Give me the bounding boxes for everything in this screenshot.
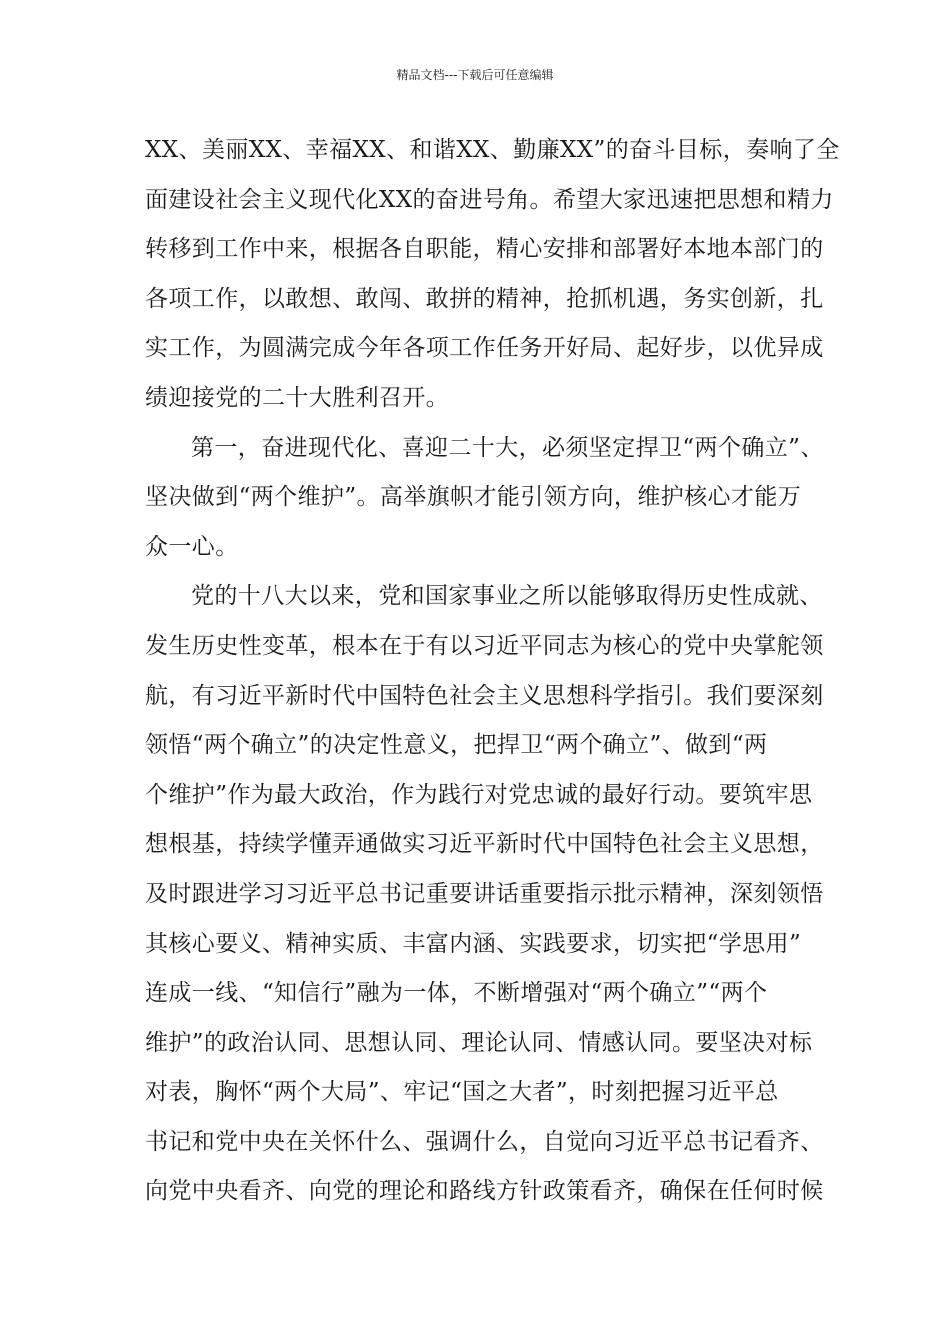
text-line: 转移到工作中来，根据各自职能，精心安排和部署好本地本部门的 xyxy=(145,236,824,263)
paragraph xyxy=(145,126,840,424)
document-body xyxy=(145,126,840,1217)
text-line: 发生历史性变革，根本在于有以习近平同志为核心的党中央掌舵领 xyxy=(145,632,824,659)
text-line: XX、美丽XX、幸福XX、和谐XX、勤廉XX”的奋斗目标，奏响了全 xyxy=(145,137,840,163)
text-line: 绩迎接党的二十大胜利召开。 xyxy=(145,384,450,411)
text-line: 书记和党中央在关怀什么、强调什么，自觉向习近平总书记看齐、 xyxy=(145,1128,824,1155)
text-line: 各项工作，以敢想、敢闯、敢拼的精神，抢抓机遇，务实创新，扎 xyxy=(145,285,824,312)
text-line: 及时跟进学习习近平总书记重要讲话重要指示批示精神，深刻领悟 xyxy=(145,880,824,907)
text-line: 对表，胸怀“两个大局”、牢记“国之大者”，时刻把握习近平总 xyxy=(145,1079,779,1106)
text-line: 向党中央看齐、向党的理论和路线方针政策看齐，确保在任何时候 xyxy=(145,1178,824,1205)
paragraph xyxy=(145,424,835,573)
text-line: 坚决做到“两个维护”。高举旗帜才能引领方向，维护核心才能万 xyxy=(145,484,802,511)
text-line: 维护”的政治认同、思想认同、理论认同、情感认同。要坚决对标 xyxy=(145,1029,813,1056)
text-line: 众一心。 xyxy=(145,533,239,560)
page-header: 精品文档---下载后可任意编辑 xyxy=(396,68,554,82)
text-line: 其核心要义、精神实质、丰富内涵、实践要求，切实把“学思用” xyxy=(145,930,802,957)
text-line: 第一，奋进现代化、喜迎二十大，必须坚定捍卫“两个确立”、 xyxy=(191,434,824,461)
text-line: 航，有习近平新时代中国特色社会主义思想科学指引。我们要深刻 xyxy=(145,682,824,709)
text-line: 实工作，为圆满完成今年各项工作任务开好局、起好步，以优异成 xyxy=(145,335,824,362)
text-line: 领悟“两个确立”的决定性意义，把捍卫“两个确立”、做到“两 xyxy=(145,732,768,759)
paragraph xyxy=(145,572,835,1217)
text-line: 连成一线、“知信行”融为一体，不断增强对“两个确立”“两个 xyxy=(145,980,768,1007)
text-line: 面建设社会主义现代化XX的奋进号角。希望大家迅速把思想和精力 xyxy=(145,186,834,213)
text-line: 个维护”作为最大政治，作为践行对党忠诚的最好行动。要筑牢思 xyxy=(145,781,813,808)
text-line: 想根基，持续学懂弄通做实习近平新时代中国特色社会主义思想， xyxy=(145,831,824,858)
text-line: 党的十八大以来，党和国家事业之所以能够取得历史性成就、 xyxy=(191,583,823,610)
